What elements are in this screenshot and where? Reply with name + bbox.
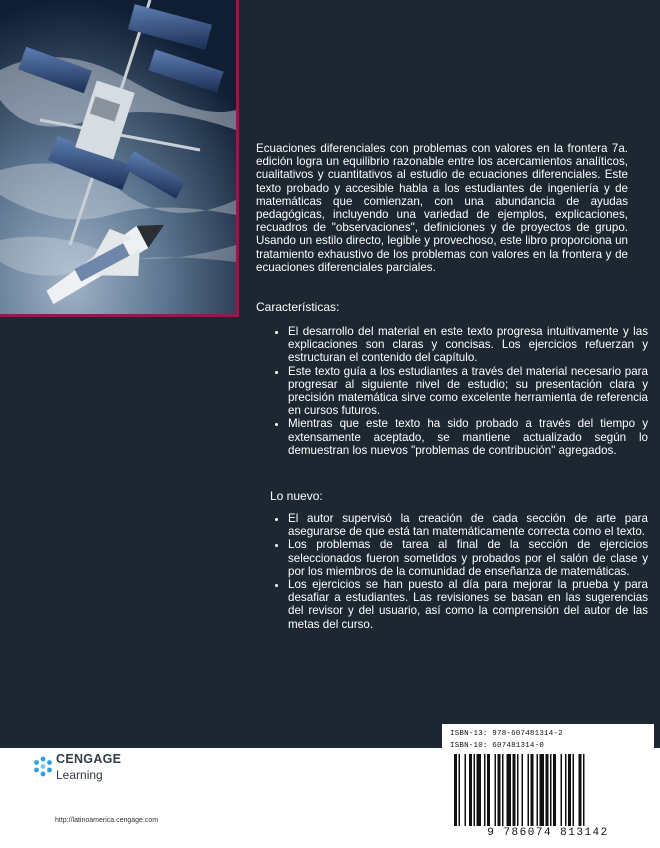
isbn13-label: ISBN-13: 978-607481314-2: [450, 730, 563, 738]
list-item: • Mientras que este texto ha sido probado a través del tiempo y extensamente aceptado, se mantiene actualizado según lo demuestran los nuevos "problemas de contribución" agregados.: [288, 417, 648, 457]
list-item: • Los problemas de tarea al final de la sección de ejercicios seleccionados fueron sometidos y probados por el salón de clase y por los miembros de la comunidad de enseñanza de matemáticas.: [288, 538, 648, 578]
barcode-bars: [442, 724, 654, 842]
features-heading: Características:: [256, 300, 340, 314]
list-item: • Este texto guía a los estudiantes a través del material necesario para progresar al siguiente nivel de estudio; su presentación clara y precisión matemática sirve como excelente herramienta de referencia en cursos futuros.: [288, 365, 648, 418]
description-paragraph: Ecuaciones diferenciales con problemas con valores en la frontera 7a. edición logra un equilibrio razonable entre los acercamientos analíticos, cualitativos y cuantitativos al estudio de ecuaciones diferenciales. Este texto probado y accesible habla a los estudiantes de ingeniería y de matemáticas que comienzan, con una abundancia de ayudas pedagógicas, incluyendo una variedad de ejemplos, explicaciones, recuadros de "observaciones", definiciones y de proyectos de grupo. Usando un estilo directo, legible y provechoso, este libro proporciona un tratamiento exhaustivo de los problemas con valores en la frontera y de ecuaciones diferenciales parciales.: [256, 142, 628, 274]
cengage-logo: [32, 752, 162, 784]
list-item: • Los ejercicios se han puesto al día para mejorar la prueba y para desafiar a estudiantes. Las revisiones se basan en las sugerencias del revisor y del usuario, así como la comprensión del autor de las metas del curso.: [288, 578, 648, 631]
news-list: [270, 512, 648, 631]
logo-subtitle: Learning: [56, 768, 103, 782]
list-item: • El desarrollo del material en este texto progresa intuitivamente y las explicaciones son claras y concisas. Los ejercicios refuerzan y estructuran el contenido del capítulo.: [288, 325, 648, 365]
list-item: • El autor supervisó la creación de cada sección de arte para asegurarse de que está tan matemáticamente correcta como el texto.: [288, 512, 648, 538]
news-heading: Lo nuevo:: [270, 489, 323, 503]
isbn10-label: ISBN-10: 607481314-0: [450, 742, 545, 750]
publisher-url: http://latinoamerica.cengage.com: [55, 817, 159, 824]
barcode-block: [442, 724, 654, 842]
space-station-photo: [0, 0, 239, 317]
barcode-number: 9 786074 813142: [487, 827, 609, 839]
features-list: [270, 325, 648, 457]
logo-wordmark: CENGAGE: [56, 752, 122, 766]
cengage-dots-icon: [32, 756, 54, 778]
